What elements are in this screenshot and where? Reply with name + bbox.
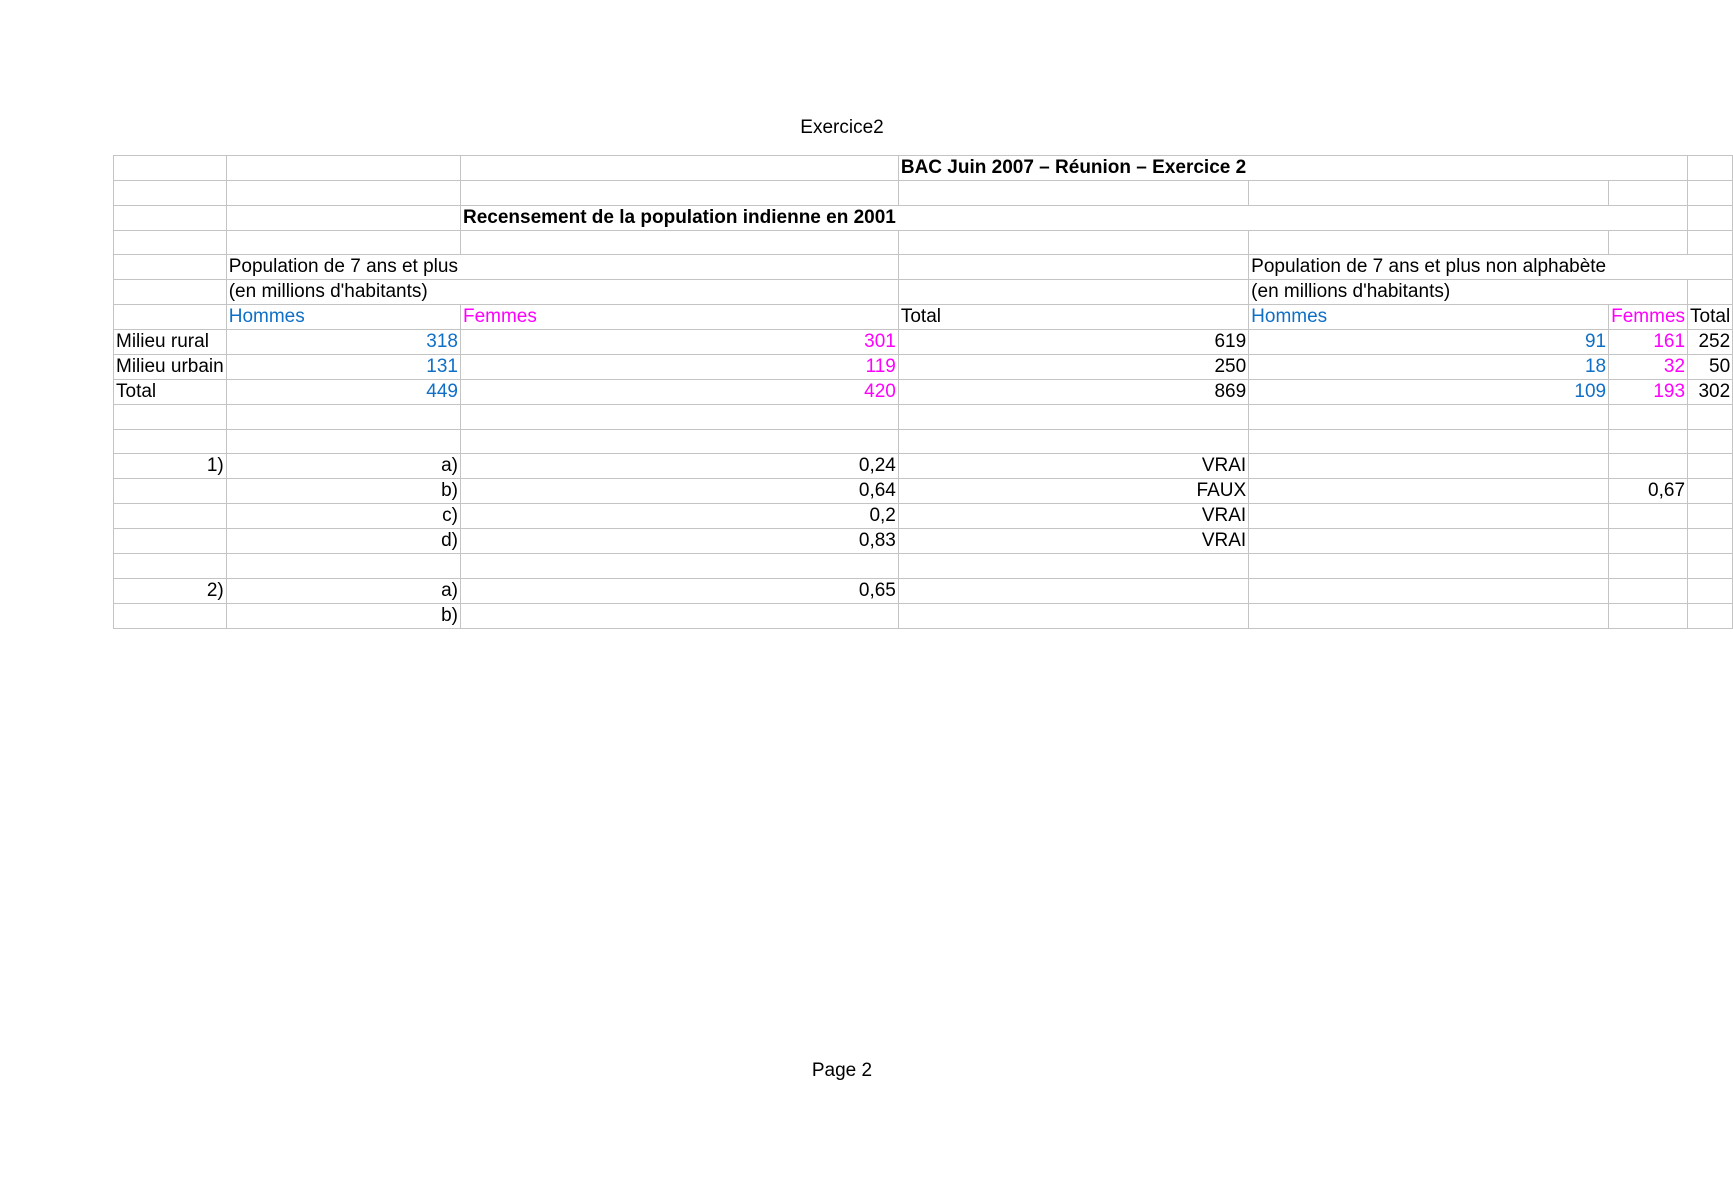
cell-femmes-na[interactable]: 32 — [1609, 355, 1688, 380]
answer-row — [114, 529, 1733, 554]
table-row — [114, 405, 1733, 430]
answer-row — [114, 504, 1733, 529]
col-header-hommes[interactable]: Hommes — [226, 305, 460, 330]
table-row — [114, 429, 1733, 454]
left-block-unit[interactable]: (en millions d'habitants) — [226, 280, 460, 305]
cell-total[interactable]: 619 — [898, 330, 1248, 355]
table-row — [114, 380, 1733, 405]
answer-verdict[interactable]: FAUX — [898, 479, 1248, 504]
page-footer: Page 2 — [811, 1060, 873, 1081]
table-row — [114, 554, 1733, 579]
question-number[interactable]: 1) — [114, 454, 227, 479]
col-header-total-na[interactable]: Total — [1688, 305, 1733, 330]
right-block-unit[interactable]: (en millions d'habitants) — [1249, 280, 1609, 305]
col-header-total[interactable]: Total — [898, 305, 1248, 330]
answer-value[interactable]: 0,83 — [460, 529, 898, 554]
spreadsheet-grid — [113, 155, 1733, 629]
table-row — [114, 230, 1733, 255]
answer-verdict[interactable]: VRAI — [898, 454, 1248, 479]
answer-value[interactable]: 0,64 — [460, 479, 898, 504]
row-label[interactable]: Milieu urbain — [114, 355, 227, 380]
answer-extra-value[interactable]: 0,67 — [1609, 479, 1688, 504]
col-header-hommes-na[interactable]: Hommes — [1249, 305, 1609, 330]
cell-femmes-na[interactable]: 161 — [1609, 330, 1688, 355]
cell-total[interactable]: 250 — [898, 355, 1248, 380]
answer-letter[interactable]: b) — [226, 603, 460, 628]
subtitle-cell[interactable]: Recensement de la population indienne en 2001 — [460, 205, 898, 230]
answer-letter[interactable]: a) — [226, 578, 460, 603]
table-row — [114, 255, 1733, 280]
cell-hommes-na[interactable]: 18 — [1249, 355, 1609, 380]
col-header-femmes-na[interactable]: Femmes — [1609, 305, 1688, 330]
cell-hommes[interactable]: 131 — [226, 355, 460, 380]
cell-total-na[interactable]: 252 — [1688, 330, 1733, 355]
table-row — [114, 205, 1733, 230]
cell-femmes-na[interactable]: 193 — [1609, 380, 1688, 405]
cell-total[interactable]: 869 — [898, 380, 1248, 405]
right-block-heading[interactable]: Population de 7 ans et plus non alphabète — [1249, 255, 1609, 280]
table-row — [114, 330, 1733, 355]
cell-hommes-na[interactable]: 91 — [1249, 330, 1609, 355]
answer-value[interactable]: 0,2 — [460, 504, 898, 529]
sheet-header: Exercice2 — [800, 117, 884, 138]
cell-hommes-na[interactable]: 109 — [1249, 380, 1609, 405]
cell-femmes[interactable]: 119 — [460, 355, 898, 380]
answer-letter[interactable]: d) — [226, 529, 460, 554]
row-label[interactable]: Total — [114, 380, 227, 405]
answer-value[interactable]: 0,65 — [460, 578, 898, 603]
left-block-heading[interactable]: Population de 7 ans et plus — [226, 255, 460, 280]
row-label[interactable]: Milieu rural — [114, 330, 227, 355]
cell-femmes[interactable]: 301 — [460, 330, 898, 355]
answer-row — [114, 479, 1733, 504]
cell-femmes[interactable]: 420 — [460, 380, 898, 405]
table-row — [114, 181, 1733, 206]
table-header-row — [114, 305, 1733, 330]
table-row — [114, 156, 1733, 181]
col-header-femmes[interactable]: Femmes — [460, 305, 898, 330]
cell-hommes[interactable]: 318 — [226, 330, 460, 355]
answer-value[interactable]: 0,24 — [460, 454, 898, 479]
table-row — [114, 280, 1733, 305]
table-row — [114, 355, 1733, 380]
answer-row — [114, 603, 1733, 628]
cell-total-na[interactable]: 302 — [1688, 380, 1733, 405]
cell-total-na[interactable]: 50 — [1688, 355, 1733, 380]
cell-hommes[interactable]: 449 — [226, 380, 460, 405]
answer-verdict[interactable]: VRAI — [898, 504, 1248, 529]
answer-letter[interactable]: c) — [226, 504, 460, 529]
answer-row — [114, 454, 1733, 479]
answer-row — [114, 578, 1733, 603]
answer-letter[interactable]: b) — [226, 479, 460, 504]
answer-verdict[interactable]: VRAI — [898, 529, 1248, 554]
answer-letter[interactable]: a) — [226, 454, 460, 479]
question-number[interactable]: 2) — [114, 578, 227, 603]
title-cell[interactable]: BAC Juin 2007 – Réunion – Exercice 2 — [898, 156, 1248, 181]
